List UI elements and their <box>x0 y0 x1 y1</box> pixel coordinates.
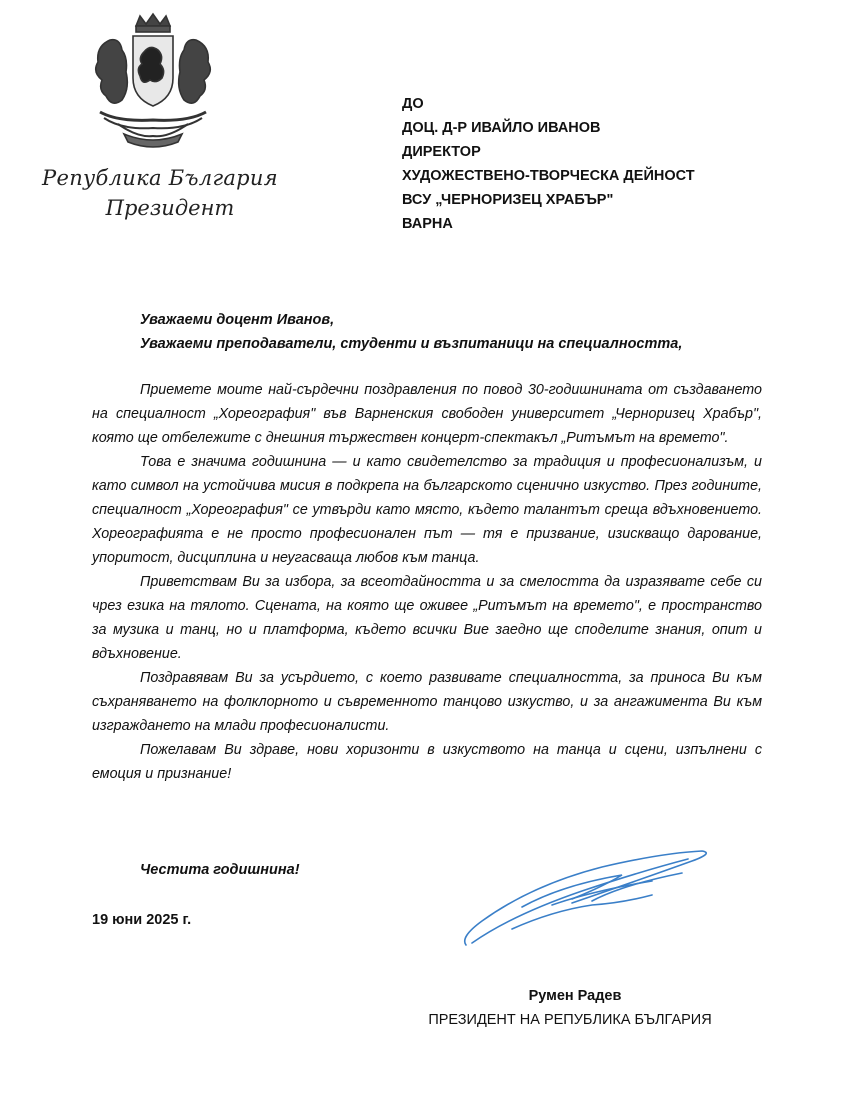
salutation-line: Уважаеми доцент Иванов, <box>140 312 335 328</box>
body-paragraph: Поздравявам Ви за усърдието, с което развивате специалността, за приноса Ви към съхраняването на фолклорното и съвременното танцово изкуство, и за ангажимента Ви към изграждането на млади професионалисти. <box>92 670 762 734</box>
recipient-line: ВАРНА <box>402 216 453 232</box>
salutation <box>140 308 682 356</box>
issuer-office: Президент <box>105 196 235 220</box>
recipient-line: ДОЦ. Д-Р ИВАЙЛО ИВАНОВ <box>402 120 601 136</box>
closing-line: Честита годишнина! <box>140 862 300 878</box>
recipient-line: ВСУ „ЧЕРНОРИЗЕЦ ХРАБЪР" <box>402 192 614 208</box>
letter-date: 19 юни 2025 г. <box>92 912 192 928</box>
letter-body <box>92 378 762 786</box>
body-paragraph: Приемете моите най-сърдечни поздравления по повод 30-годишнината от създаването на специалност „Хореография" във Варненския свободен университет „Черноризец Храбър", която ще отбележите с днешния тържествен концерт-спектакъл „Ритъмът на времето". <box>92 382 762 446</box>
coat-of-arms-icon <box>78 12 228 150</box>
recipient-line: ХУДОЖЕСТВЕНО-ТВОРЧЕСКА ДЕЙНОСТ <box>402 168 695 184</box>
body-paragraph: Пожелавам Ви здраве, нови хоризонти в изкуството на танца и сцени, изпълнени с емоция и признание! <box>92 742 762 782</box>
handwritten-signature <box>452 845 722 955</box>
recipient-block <box>402 92 695 236</box>
letterhead-issuer <box>40 166 280 220</box>
recipient-line: ДО <box>402 96 424 112</box>
signer-block <box>400 984 740 1032</box>
issuer-country: Република България <box>42 166 278 190</box>
signer-title: ПРЕЗИДЕНТ НА РЕПУБЛИКА БЪЛГАРИЯ <box>428 1012 712 1028</box>
recipient-line: ДИРЕКТОР <box>402 144 481 160</box>
body-paragraph: Това е значима годишнина — и като свидетелство за традиция и професионализъм, и като символ на устойчива мисия в подкрепа на българското сценично изкуство. През годините, специалност „Хореография" се утвърди като място, където талантът среща вдъхновението. Хореографията е не просто професионален път — тя е призвание, изискващо дарование, упоритост, дисциплина и неугасваща любов към танца. <box>92 454 762 566</box>
body-paragraph: Приветствам Ви за избора, за всеотдайността и за смелостта да изразявате себе си чрез езика на тялото. Сцената, на която ще оживее „Ритъмът на времето", е пространство за музика и танц, но и платформа, където всички Вие заедно ще споделите знания, опит и вдъхновение. <box>92 574 762 662</box>
salutation-line: Уважаеми преподаватели, студенти и възпитаници на специалността, <box>140 336 683 352</box>
signer-name: Румен Радев <box>528 988 622 1004</box>
